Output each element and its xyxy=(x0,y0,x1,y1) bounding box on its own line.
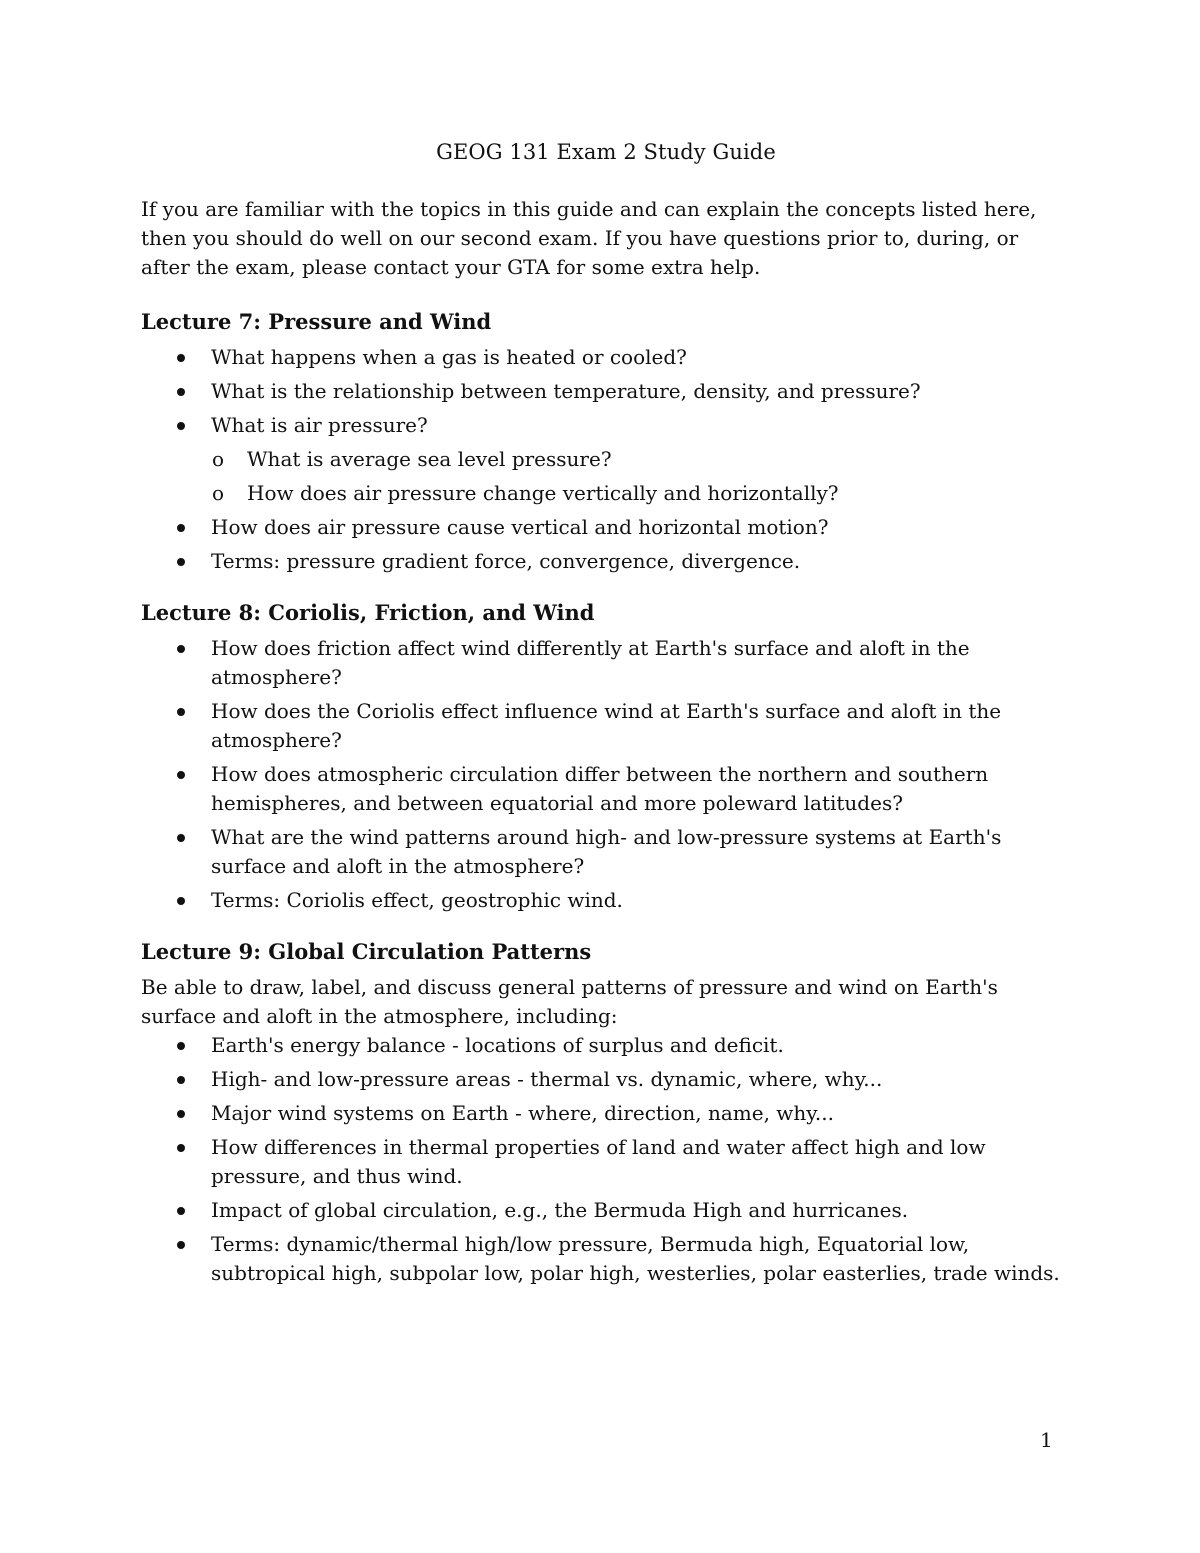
list-item-text: What is air pressure? xyxy=(211,413,428,437)
bullet-icon xyxy=(177,771,185,779)
list-item xyxy=(141,1065,1071,1094)
list-item-text: Terms: dynamic/thermal high/low pressure, Bermuda high, Equatorial low, subtropical high, subpolar low, polar high, westerlies, polar easterlies, trade winds. xyxy=(211,1232,1060,1285)
list-item xyxy=(141,411,1071,440)
sub-bullet-icon: o xyxy=(212,447,225,471)
section-lecture-7 xyxy=(141,307,1071,576)
sub-list-item xyxy=(141,479,1071,508)
list-item-text: How does air pressure cause vertical and horizontal motion? xyxy=(211,515,829,539)
list-item-text: Terms: Coriolis effect, geostrophic wind. xyxy=(211,888,623,912)
list-item-text: How does the Coriolis effect influence wind at Earth's surface and aloft in the atmosphere? xyxy=(211,699,1002,752)
bullet-icon xyxy=(177,558,185,566)
bullet-icon xyxy=(177,1144,185,1152)
list-item-text: How does friction affect wind differently at Earth's surface and aloft in the atmosphere? xyxy=(211,636,970,689)
document-title: GEOG 131 Exam 2 Study Guide xyxy=(436,140,776,164)
sub-bullet-icon: o xyxy=(212,481,225,505)
section-lecture-9 xyxy=(141,937,1071,1288)
list-item xyxy=(141,547,1071,576)
bullet-icon xyxy=(177,1042,185,1050)
section-paragraph: Be able to draw, label, and discuss general patterns of pressure and wind on Earth's surface and aloft in the atmosphere, including: xyxy=(141,975,998,1028)
list-item-text: What is the relationship between temperature, density, and pressure? xyxy=(211,379,921,403)
list-item xyxy=(141,513,1071,542)
sub-list-item xyxy=(141,445,1071,474)
list-item xyxy=(141,377,1071,406)
list-item-text: What happens when a gas is heated or cooled? xyxy=(211,345,687,369)
bullet-icon xyxy=(177,388,185,396)
bullet-icon xyxy=(177,1110,185,1118)
list-item xyxy=(141,634,1071,692)
list-item xyxy=(141,1133,1071,1191)
list-item-text: Earth's energy balance - locations of surplus and deficit. xyxy=(211,1033,784,1057)
bullet-icon xyxy=(177,1076,185,1084)
bullet-list xyxy=(141,1031,1071,1288)
list-item-text: How differences in thermal properties of land and water affect high and low pressure, and thus wind. xyxy=(211,1135,986,1188)
list-item-text: Terms: pressure gradient force, convergence, divergence. xyxy=(211,549,801,573)
list-item xyxy=(141,1230,1071,1288)
section-heading: Lecture 8: Coriolis, Friction, and Wind xyxy=(141,600,595,625)
list-item-text: What are the wind patterns around high- and low-pressure systems at Earth's surface and aloft in the atmosphere? xyxy=(211,825,1002,878)
list-item xyxy=(141,1196,1071,1225)
list-item-text: Impact of global circulation, e.g., the Bermuda High and hurricanes. xyxy=(211,1198,909,1222)
list-item xyxy=(141,823,1071,881)
bullet-icon xyxy=(177,354,185,362)
list-item xyxy=(141,886,1071,915)
list-item-text: How does atmospheric circulation differ between the northern and southern hemispheres, and between equatorial and more poleward latitudes? xyxy=(211,762,989,815)
section-lecture-8 xyxy=(141,598,1071,915)
section-heading: Lecture 7: Pressure and Wind xyxy=(141,309,492,334)
list-item-text: What is average sea level pressure? xyxy=(247,447,612,471)
bullet-icon xyxy=(177,834,185,842)
bullet-icon xyxy=(177,897,185,905)
list-item-text: High- and low-pressure areas - thermal vs. dynamic, where, why... xyxy=(211,1067,883,1091)
list-item xyxy=(141,1031,1071,1060)
bullet-icon xyxy=(177,645,185,653)
intro-paragraph: If you are familiar with the topics in this guide and can explain the concepts listed here, then you should do well on our second exam. If you have questions prior to, during, or after the exam, please contact your GTA for some extra help. xyxy=(141,197,1037,279)
page-number: 1 xyxy=(1040,1428,1053,1452)
list-item xyxy=(141,1099,1071,1128)
bullet-icon xyxy=(177,422,185,430)
bullet-icon xyxy=(177,708,185,716)
bullet-icon xyxy=(177,524,185,532)
document-body xyxy=(141,138,1071,1310)
section-heading: Lecture 9: Global Circulation Patterns xyxy=(141,939,592,964)
bullet-icon xyxy=(177,1207,185,1215)
bullet-list xyxy=(141,343,1071,576)
list-item xyxy=(141,343,1071,372)
list-item xyxy=(141,697,1071,755)
bullet-list xyxy=(141,634,1071,915)
bullet-icon xyxy=(177,1241,185,1249)
list-item-text: How does air pressure change vertically and horizontally? xyxy=(247,481,839,505)
list-item xyxy=(141,760,1071,818)
list-item-text: Major wind systems on Earth - where, direction, name, why... xyxy=(211,1101,835,1125)
